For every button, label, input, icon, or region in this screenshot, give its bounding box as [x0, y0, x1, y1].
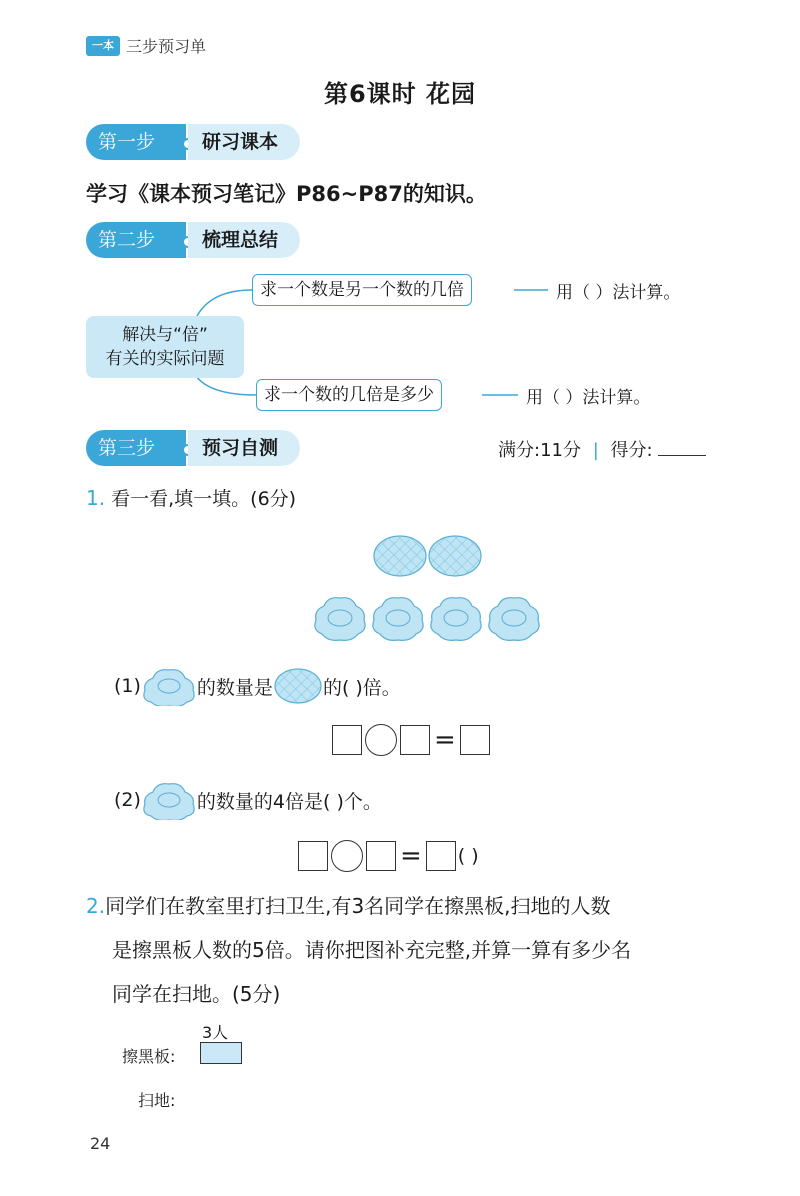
answer-box[interactable] — [332, 725, 362, 755]
got-score-label: 得分: — [610, 440, 653, 461]
operator-circle[interactable] — [331, 840, 363, 872]
brand-logo: 一本 — [86, 36, 120, 56]
branch-top: 求一个数是另一个数的几倍 — [252, 274, 472, 306]
page-number: 24 — [90, 1134, 111, 1153]
flower-bun-icon — [431, 598, 481, 641]
equation-2 — [298, 840, 479, 872]
use-bottom[interactable]: 用（ ）法计算。 — [526, 388, 651, 408]
equals-sign: = — [400, 841, 422, 871]
step1-label: 第一步 — [86, 124, 186, 160]
flower-bun-icon — [141, 666, 197, 706]
q1-sub2-text[interactable]: 的数量的4倍是( )个。 — [196, 790, 382, 813]
step3-label: 第三步 — [86, 430, 186, 466]
answer-box[interactable] — [366, 841, 396, 871]
q1-sub1 — [114, 666, 401, 706]
study-instruction: 学习《课本预习笔记》P86~P87的知识。 — [86, 182, 487, 206]
flower-bun-row — [310, 592, 550, 646]
score-area — [498, 436, 706, 462]
answer-box[interactable] — [400, 725, 430, 755]
bar-segment — [200, 1042, 242, 1064]
q1-sub2-num: (2) — [114, 789, 141, 811]
q2-line2: 是擦黑板人数的5倍。请你把图补充完整,并算一算有多少名 — [112, 938, 632, 962]
q2-number: 2. — [86, 894, 106, 918]
bun-icon — [429, 536, 481, 576]
q1-text: 看一看,填一填。(6分) — [111, 488, 297, 510]
bun-icon — [374, 536, 426, 576]
flower-bun-icon — [373, 598, 423, 641]
score-blank[interactable] — [658, 437, 706, 456]
header-title: 三步预习单 — [126, 37, 207, 56]
answer-box[interactable] — [426, 841, 456, 871]
q1-header — [86, 484, 296, 511]
use-top[interactable]: 用（ ）法计算。 — [556, 283, 681, 303]
center-line-1: 解决与“倍” — [122, 325, 208, 345]
answer-box[interactable] — [460, 725, 490, 755]
q2-line3: 同学在扫地。(5分) — [112, 982, 281, 1006]
step3-name: 预习自测 — [188, 430, 300, 466]
flower-bun-icon — [141, 780, 197, 820]
answer-box[interactable] — [298, 841, 328, 871]
q1-sub1-num: (1) — [114, 675, 141, 697]
step2-label: 第二步 — [86, 222, 186, 258]
q1-number: 1. — [86, 486, 106, 510]
q2-line1-text: 同学们在教室里打扫卫生,有3名同学在擦黑板,扫地的人数 — [105, 894, 611, 918]
q1-sub1-b[interactable]: 的( )倍。 — [322, 676, 401, 699]
full-score: 满分:11分 — [498, 440, 581, 461]
branch-bottom: 求一个数的几倍是多少 — [256, 379, 442, 411]
equation-1 — [332, 724, 490, 756]
step1-name: 研习课本 — [188, 124, 300, 160]
q1-sub2 — [114, 780, 382, 820]
row2-label: 扫地: — [138, 1091, 176, 1110]
equals-sign: = — [434, 725, 456, 755]
unit-blank[interactable]: ( ) — [457, 845, 479, 867]
score-separator: | — [592, 440, 599, 461]
mindmap-center — [86, 316, 244, 378]
bun-icon — [273, 666, 323, 706]
step2-name: 梳理总结 — [188, 222, 300, 258]
center-line-2: 有关的实际问题 — [105, 349, 225, 369]
bar-value-label: 3人 — [202, 1023, 229, 1042]
operator-circle[interactable] — [365, 724, 397, 756]
lesson-title: 第6课时 花园 — [323, 80, 477, 108]
flower-bun-icon — [489, 598, 539, 641]
bun-row — [360, 532, 560, 584]
row1-label: 擦黑板: — [122, 1047, 176, 1066]
flower-bun-icon — [315, 598, 365, 641]
q1-sub1-a: 的数量是 — [196, 676, 273, 699]
q2-line1 — [86, 890, 611, 919]
